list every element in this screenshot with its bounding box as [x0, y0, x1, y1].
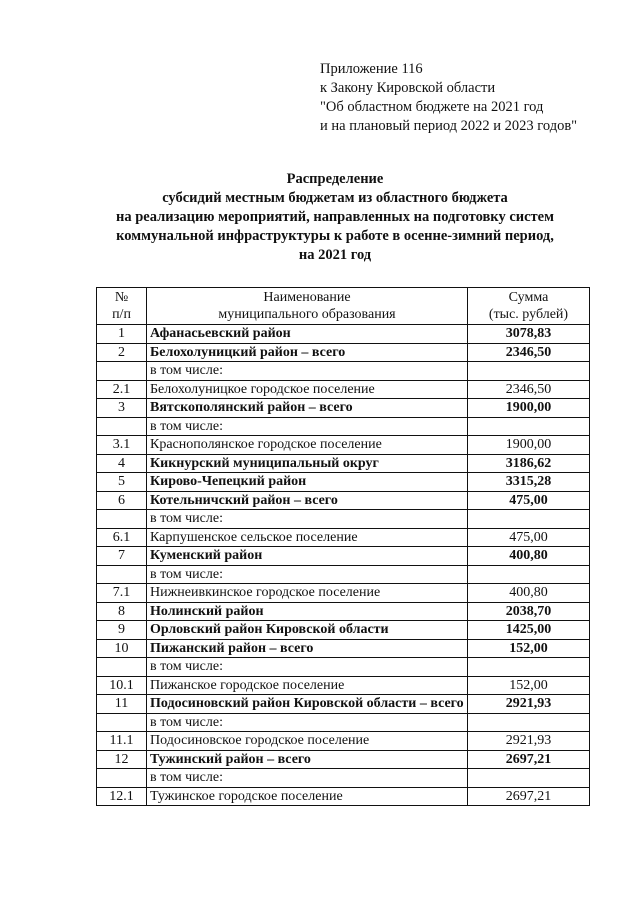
- row-name: Тужинское городское поселение: [147, 787, 468, 806]
- appendix-line: и на плановый период 2022 и 2023 годов": [320, 118, 578, 134]
- row-name: Белохолуницкое городское поселение: [147, 380, 468, 399]
- header-name: Наименование муниципального образования: [147, 288, 468, 325]
- row-number: 12.1: [97, 787, 147, 806]
- row-sum: 2038,70: [468, 602, 590, 621]
- row-number: 2: [97, 343, 147, 362]
- table-header-row: [97, 288, 590, 325]
- table-row: [97, 639, 590, 658]
- row-sum: [468, 362, 590, 381]
- table-row: [97, 510, 590, 529]
- row-number: 5: [97, 473, 147, 492]
- table-row: [97, 750, 590, 769]
- row-name: Пижанское городское поселение: [147, 676, 468, 695]
- title-line: коммунальной инфраструктуры к работе в осенне-зимний период,: [116, 228, 554, 244]
- row-number: 11: [97, 695, 147, 714]
- table-row: [97, 362, 590, 381]
- row-number: 11.1: [97, 732, 147, 751]
- row-name: Краснополянское городское поселение: [147, 436, 468, 455]
- table-row: [97, 473, 590, 492]
- row-number: [97, 510, 147, 529]
- row-sum: [468, 417, 590, 436]
- appendix-reference: [320, 60, 577, 136]
- table-row: [97, 769, 590, 788]
- row-sum: 2346,50: [468, 380, 590, 399]
- row-name: в том числе:: [147, 713, 468, 732]
- row-name: в том числе:: [147, 417, 468, 436]
- row-sum: 3315,28: [468, 473, 590, 492]
- table-row: [97, 547, 590, 566]
- row-name: Кирово-Чепецкий район: [147, 473, 468, 492]
- row-number: 9: [97, 621, 147, 640]
- row-number: [97, 362, 147, 381]
- row-name: в том числе:: [147, 769, 468, 788]
- row-number: 4: [97, 454, 147, 473]
- header-number: № п/п: [97, 288, 147, 325]
- row-sum: 1900,00: [468, 436, 590, 455]
- row-name: Нижнеивкинское городское поселение: [147, 584, 468, 603]
- row-number: 10.1: [97, 676, 147, 695]
- row-sum: 152,00: [468, 676, 590, 695]
- table-row: [97, 602, 590, 621]
- row-number: 3: [97, 399, 147, 418]
- row-number: 7.1: [97, 584, 147, 603]
- table-row: [97, 584, 590, 603]
- row-name: в том числе:: [147, 510, 468, 529]
- table-row: [97, 325, 590, 344]
- appendix-line: к Закону Кировской области: [320, 80, 496, 96]
- row-number: 3.1: [97, 436, 147, 455]
- header-sum: Сумма (тыс. рублей): [468, 288, 590, 325]
- table-row: [97, 528, 590, 547]
- table-row: [97, 658, 590, 677]
- row-number: 10: [97, 639, 147, 658]
- row-number: 2.1: [97, 380, 147, 399]
- row-number: [97, 713, 147, 732]
- row-sum: 2697,21: [468, 787, 590, 806]
- row-name: Подосиновское городское поселение: [147, 732, 468, 751]
- row-number: [97, 565, 147, 584]
- row-sum: 475,00: [468, 491, 590, 510]
- row-number: 1: [97, 325, 147, 344]
- row-sum: 2697,21: [468, 750, 590, 769]
- row-name: Нолинский район: [147, 602, 468, 621]
- row-sum: 475,00: [468, 528, 590, 547]
- row-sum: [468, 658, 590, 677]
- row-sum: 2346,50: [468, 343, 590, 362]
- row-sum: 2921,93: [468, 695, 590, 714]
- row-number: [97, 769, 147, 788]
- row-sum: 400,80: [468, 584, 590, 603]
- title-line: субсидий местным бюджетам из областного бюджета: [162, 190, 508, 206]
- row-number: 7: [97, 547, 147, 566]
- row-name: Белохолуницкий район – всего: [147, 343, 468, 362]
- row-sum: 400,80: [468, 547, 590, 566]
- row-number: 12: [97, 750, 147, 769]
- row-name: Котельничский район – всего: [147, 491, 468, 510]
- row-sum: 152,00: [468, 639, 590, 658]
- subsidy-table: [96, 287, 590, 806]
- table-row: [97, 380, 590, 399]
- table-body: [97, 325, 590, 806]
- row-name: Куменский район: [147, 547, 468, 566]
- row-name: в том числе:: [147, 658, 468, 677]
- row-sum: 1425,00: [468, 621, 590, 640]
- appendix-line: "Об областном бюджете на 2021 год: [320, 99, 544, 115]
- title-line: на реализацию мероприятий, направленных на подготовку систем: [116, 209, 554, 225]
- table-row: [97, 436, 590, 455]
- table-row: [97, 454, 590, 473]
- row-name: Подосиновский район Кировской области – всего: [147, 695, 468, 714]
- row-name: Афанасьевский район: [147, 325, 468, 344]
- table-row: [97, 399, 590, 418]
- row-sum: 2921,93: [468, 732, 590, 751]
- row-number: 8: [97, 602, 147, 621]
- table-row: [97, 417, 590, 436]
- table-row: [97, 343, 590, 362]
- table-row: [97, 491, 590, 510]
- row-name: Кикнурский муниципальный округ: [147, 454, 468, 473]
- row-number: [97, 417, 147, 436]
- row-name: Вятскополянский район – всего: [147, 399, 468, 418]
- table-row: [97, 732, 590, 751]
- row-sum: 3078,83: [468, 325, 590, 344]
- table-row: [97, 787, 590, 806]
- table-row: [97, 695, 590, 714]
- row-sum: [468, 713, 590, 732]
- row-name: Орловский район Кировской области: [147, 621, 468, 640]
- table-row: [97, 713, 590, 732]
- row-name: в том числе:: [147, 362, 468, 381]
- row-sum: [468, 510, 590, 529]
- table-row: [97, 676, 590, 695]
- row-sum: 1900,00: [468, 399, 590, 418]
- row-sum: [468, 565, 590, 584]
- title-line: на 2021 год: [298, 247, 372, 263]
- table-row: [97, 565, 590, 584]
- row-sum: [468, 769, 590, 788]
- row-name: Тужинский район – всего: [147, 750, 468, 769]
- row-sum: 3186,62: [468, 454, 590, 473]
- title-line: Распределение: [286, 171, 384, 187]
- table-row: [97, 621, 590, 640]
- row-number: 6: [97, 491, 147, 510]
- document-title: [80, 170, 590, 265]
- row-name: в том числе:: [147, 565, 468, 584]
- row-name: Карпушенское сельское поселение: [147, 528, 468, 547]
- row-number: [97, 658, 147, 677]
- row-name: Пижанский район – всего: [147, 639, 468, 658]
- row-number: 6.1: [97, 528, 147, 547]
- appendix-line: Приложение 116: [320, 61, 423, 77]
